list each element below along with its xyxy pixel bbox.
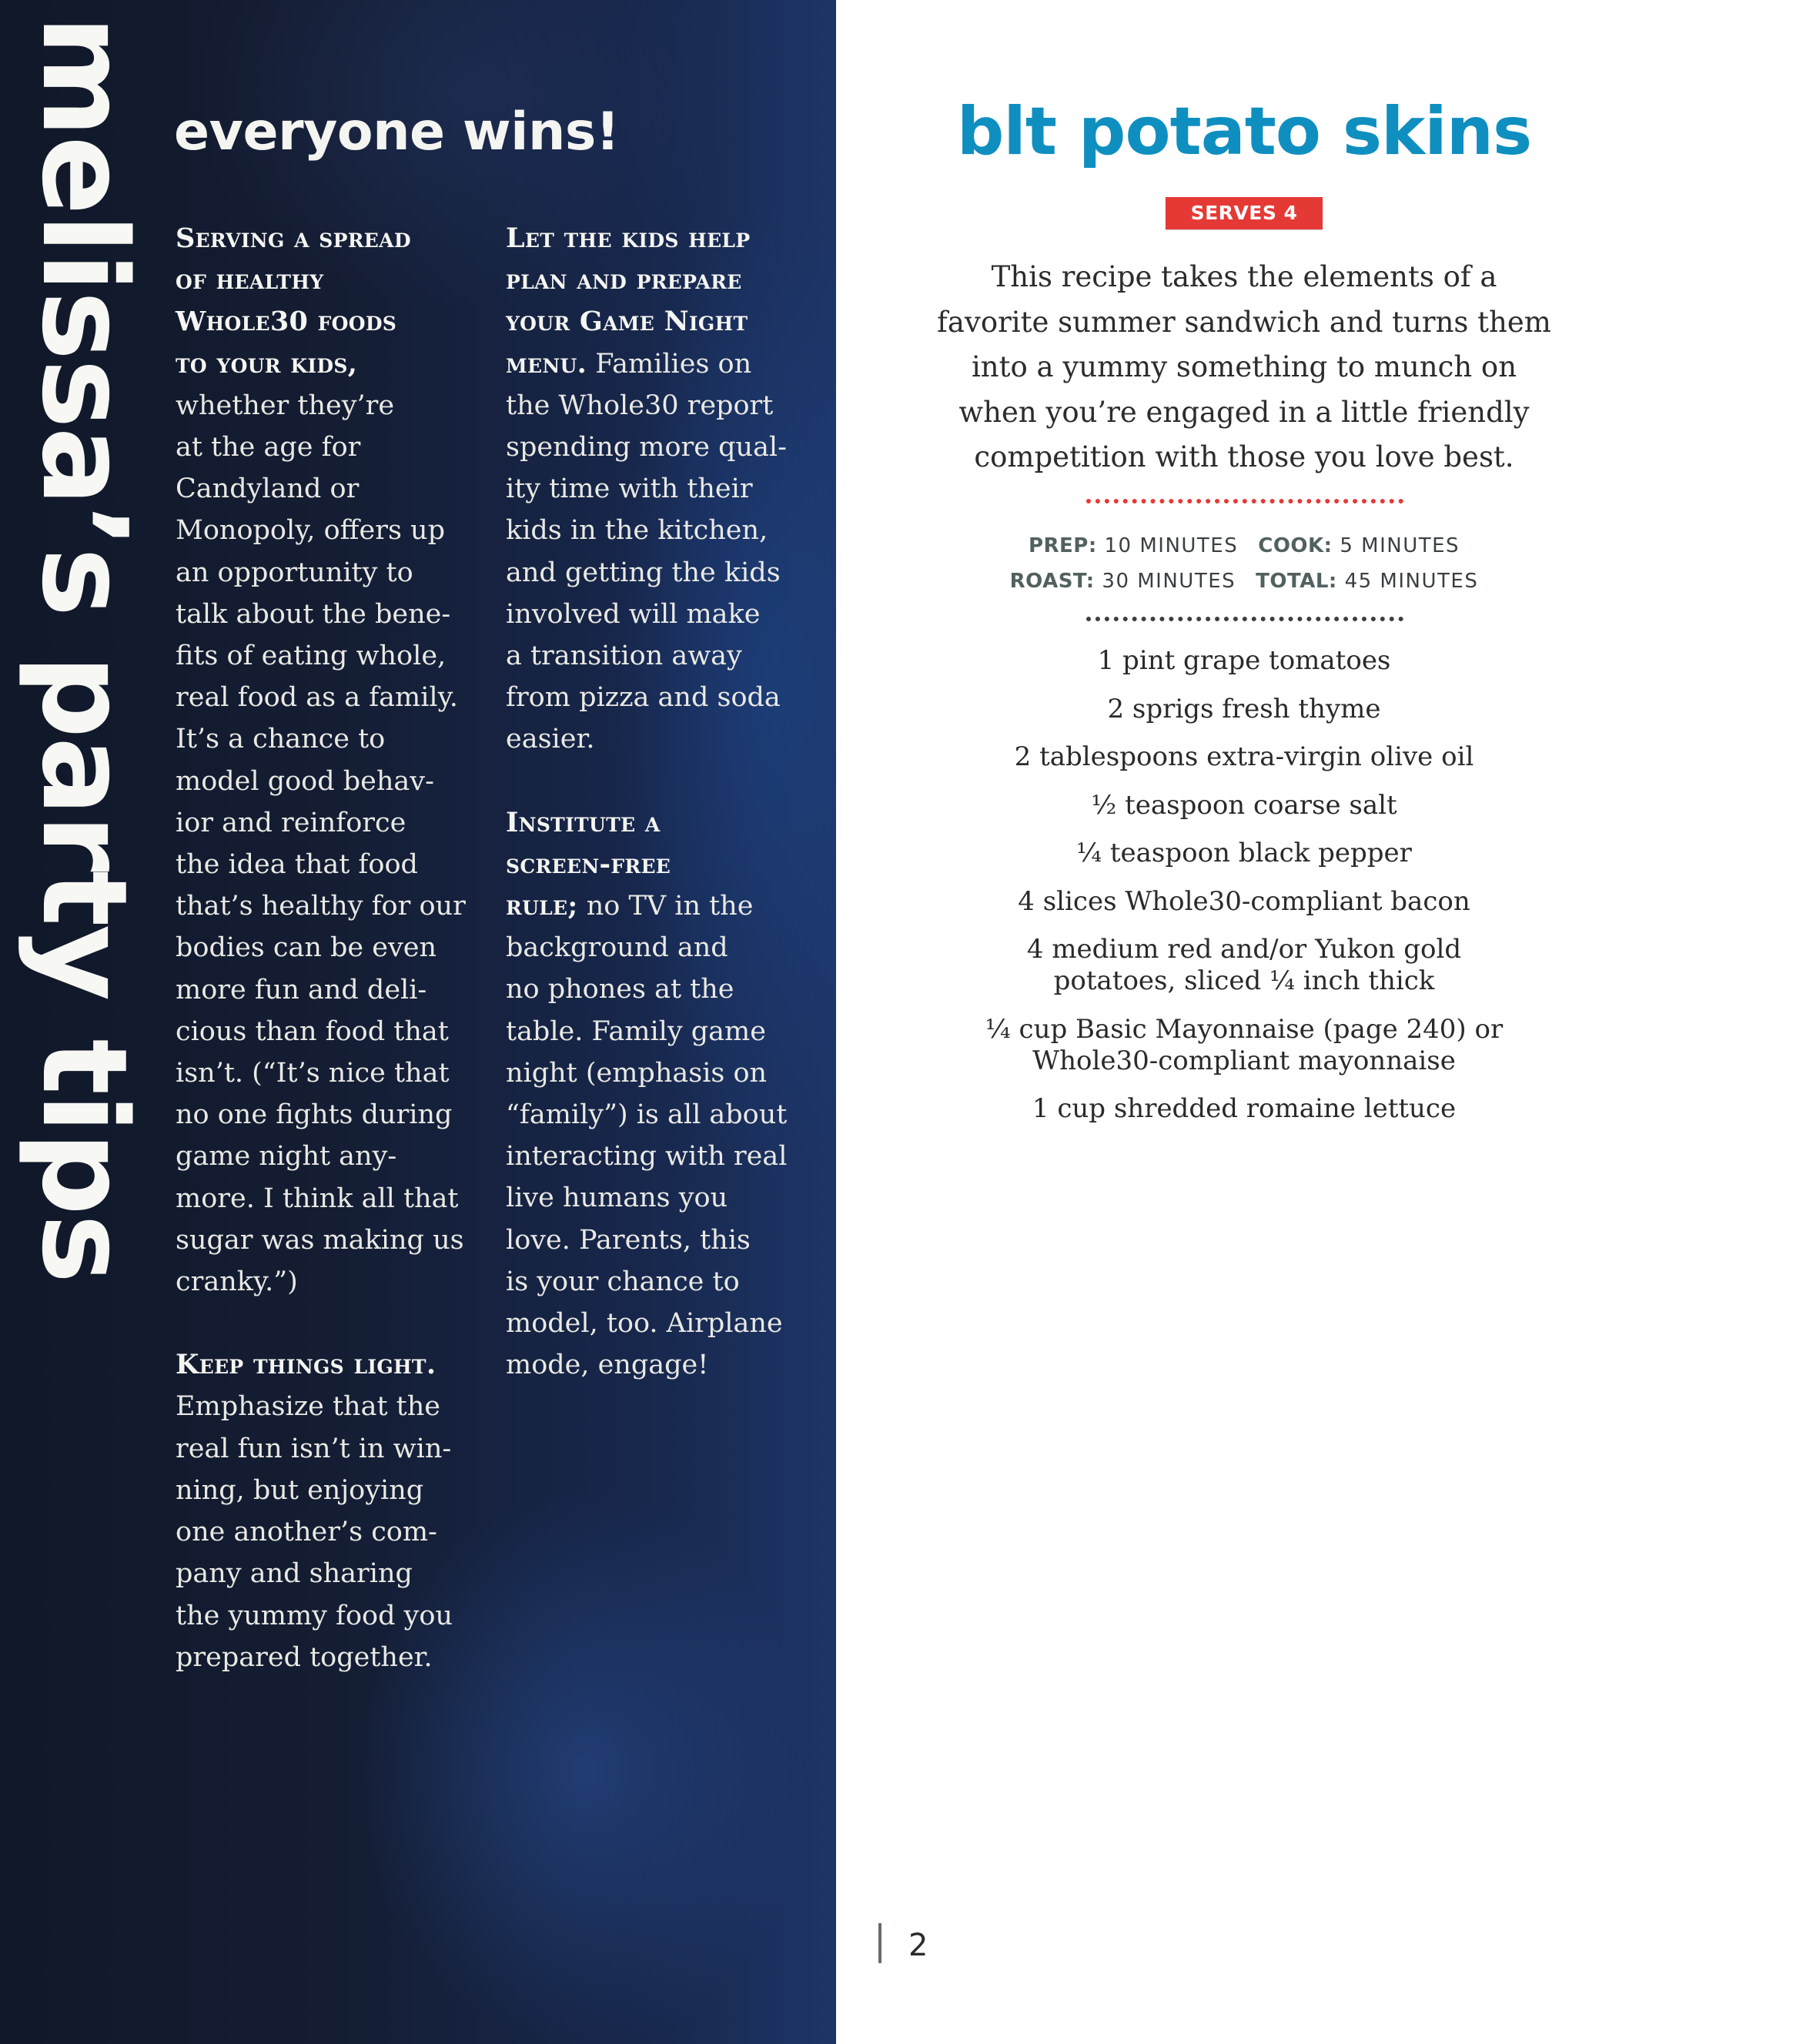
tip-lead: Serving a spread — [176, 222, 411, 254]
time-value: 10 MINUTES — [1096, 534, 1239, 557]
tip-text: spending more qual- — [506, 432, 787, 463]
total-time — [1256, 564, 1478, 599]
tip-text: real food as a family. — [176, 682, 458, 714]
page-number: 2 — [908, 1928, 928, 1963]
recipe-title: blt potato skins — [956, 93, 1532, 170]
tip-text: isn’t. (“It’s nice that — [176, 1058, 450, 1089]
tip-text: kids in the kitchen, — [506, 515, 768, 547]
tips-column-1 — [176, 218, 480, 1720]
prep-time — [1029, 528, 1238, 564]
tip-text: real fun isn’t in win- — [176, 1433, 452, 1464]
tip-text: one another’s com- — [176, 1517, 437, 1548]
tip-text: no TV in the — [577, 891, 754, 922]
time-value: 45 MINUTES — [1336, 570, 1479, 593]
tip-text: interacting with real — [506, 1141, 788, 1173]
tip-text: night (emphasis on — [506, 1057, 768, 1089]
description-line: competition with those you love best. — [974, 440, 1514, 473]
recipe-times — [836, 528, 1652, 599]
description-line: favorite summer sandwich and turns them — [937, 305, 1551, 339]
roast-time — [1010, 564, 1236, 599]
description-line: when you’re engaged in a little friendly — [958, 395, 1530, 429]
dotted-divider-red — [1086, 499, 1403, 503]
ingredient-item — [836, 886, 1652, 918]
time-label: ROAST: — [1009, 570, 1095, 593]
tip-lead: plan and prepare — [506, 264, 742, 296]
party-tips-panel — [0, 0, 836, 2044]
tip-text: no phones at the — [506, 974, 734, 1005]
tip-lead: to your kids, — [176, 347, 358, 380]
tip-text: “family”) is all about — [506, 1099, 788, 1131]
tip-text: sugar was making us — [176, 1224, 464, 1256]
ingredient-text: ¼ cup Basic Mayonnaise (page 240) or — [985, 1013, 1504, 1045]
tip-keep-things-light — [176, 1344, 480, 1678]
time-label: COOK: — [1258, 534, 1333, 557]
vertical-section-title: melissa’s party tips — [16, 15, 152, 1283]
ingredient-item — [836, 934, 1652, 997]
tip-text: Candyland or — [176, 473, 360, 505]
tip-text: live humans you — [506, 1183, 728, 1214]
time-label: TOTAL: — [1256, 570, 1337, 593]
tip-text: fits of eating whole, — [176, 641, 447, 672]
ingredient-item — [836, 1093, 1652, 1125]
ingredient-item — [836, 741, 1652, 773]
tip-mixed-line — [506, 885, 814, 927]
tip-text: bodies can be even — [176, 932, 437, 964]
tip-lead: menu. — [506, 347, 587, 380]
ingredient-item — [836, 1014, 1652, 1077]
tip-text: It’s a chance to — [176, 724, 386, 755]
tip-text: the yummy food you — [176, 1600, 453, 1631]
tip-mixed-line — [506, 343, 814, 385]
page-number-divider — [878, 1923, 881, 1963]
ingredient-text: Whole30-compliant mayonnaise — [1032, 1045, 1456, 1076]
time-value: 30 MINUTES — [1094, 570, 1236, 593]
ingredient-item — [836, 790, 1652, 821]
tip-lead: Keep things light. — [176, 1349, 437, 1381]
ingredient-text: 2 tablespoons extra-virgin olive oil — [1014, 741, 1474, 772]
tip-text: an opportunity to — [176, 557, 413, 588]
description-line: This recipe takes the elements of a — [991, 260, 1497, 293]
ingredient-text: 4 slices Whole30-compliant bacon — [1018, 885, 1470, 917]
tip-text: background and — [506, 932, 728, 964]
tip-text: that’s healthy for our — [176, 891, 466, 922]
tip-text: at the age for — [176, 432, 361, 463]
tip-text: game night any- — [176, 1141, 397, 1173]
tip-text: the idea that food — [176, 849, 418, 881]
section-heading: everyone wins! — [174, 102, 620, 162]
tip-text: table. Family game — [506, 1015, 766, 1047]
ingredient-text: 2 sprigs fresh thyme — [1107, 693, 1381, 724]
ingredient-text: potatoes, sliced ¼ inch thick — [1053, 965, 1435, 996]
description-line: into a yummy something to munch on — [971, 350, 1517, 383]
tip-text: a transition away — [506, 641, 742, 672]
tip-lead: Let the kids help — [506, 222, 751, 254]
tip-screen-free — [506, 802, 814, 1387]
dotted-divider-dark — [1086, 617, 1403, 621]
times-row — [836, 564, 1652, 599]
ingredient-text: ½ teaspoon coarse salt — [1091, 789, 1397, 821]
tip-text: cranky.”) — [176, 1266, 298, 1298]
recipe-description — [836, 255, 1652, 480]
tip-text: Emphasize that the — [176, 1391, 440, 1423]
tip-text: more. I think all that — [176, 1183, 459, 1214]
tip-text: Monopoly, offers up — [176, 515, 445, 547]
tip-text: involved will make — [506, 598, 761, 630]
ingredient-text: 1 pint grape tomatoes — [1097, 645, 1391, 676]
tip-kids-help — [506, 218, 814, 761]
tip-text: Families on — [587, 348, 752, 380]
ingredient-text: 4 medium red and/or Yukon gold — [1026, 934, 1462, 965]
tip-lead: of healthy — [176, 264, 324, 296]
serves-badge: SERVES 4 — [1166, 197, 1323, 229]
times-row — [836, 528, 1652, 564]
tip-text: ning, but enjoying — [176, 1474, 424, 1506]
tip-text: no one fights during — [176, 1099, 453, 1131]
tip-text: talk about the bene- — [176, 598, 451, 630]
ingredient-item — [836, 838, 1652, 869]
tip-lead: screen-free — [506, 848, 671, 880]
tip-lead: your Game Night — [506, 306, 748, 338]
tip-text: prepared together. — [176, 1641, 433, 1673]
tip-text: mode, engage! — [506, 1350, 709, 1381]
tip-text: pany and sharing — [176, 1558, 413, 1590]
recipe-page — [836, 0, 1803, 2044]
tip-lead: Institute a — [506, 806, 661, 838]
time-value: 5 MINUTES — [1332, 534, 1460, 557]
tip-text: ior and reinforce — [176, 807, 406, 838]
ingredient-item — [836, 645, 1652, 677]
tip-text: love. Parents, this — [506, 1224, 751, 1256]
tip-serving-spread — [176, 218, 480, 1303]
time-label: PREP: — [1028, 534, 1097, 557]
tip-lead: Whole30 foods — [176, 306, 397, 338]
cook-time — [1258, 528, 1460, 564]
tip-text: easier. — [506, 724, 595, 755]
tip-lead: rule; — [506, 890, 578, 922]
tip-text: is your chance to — [506, 1266, 740, 1297]
tip-text: ity time with their — [506, 473, 753, 505]
tip-text: and getting the kids — [506, 557, 781, 588]
tip-text: cious than food that — [176, 1015, 449, 1047]
tip-text: model good behav- — [176, 765, 434, 797]
tip-text: from pizza and soda — [506, 682, 781, 714]
tip-text: model, too. Airplane — [506, 1308, 783, 1340]
ingredient-text: ¼ teaspoon black pepper — [1076, 838, 1412, 868]
ingredient-item — [836, 694, 1652, 725]
tip-text: the Whole30 report — [506, 390, 774, 421]
tips-column-2 — [506, 218, 814, 1427]
tip-text: whether they’re — [176, 390, 395, 421]
ingredient-text: 1 cup shredded romaine lettuce — [1032, 1093, 1457, 1124]
ingredient-list — [836, 645, 1652, 1142]
tip-text: more fun and deli- — [176, 974, 427, 1005]
